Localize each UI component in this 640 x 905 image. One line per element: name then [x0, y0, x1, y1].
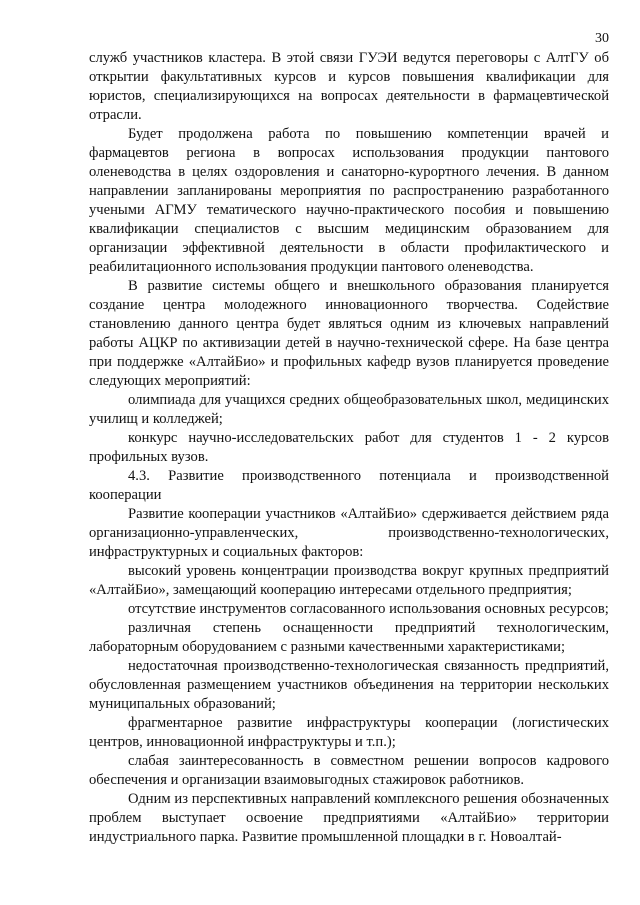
document-body [89, 49, 609, 847]
list-item-olympiad: олимпиада для учащихся средних общеобразовательных школ, медицинских училищ и колледжей; [89, 392, 609, 427]
section-heading: 4.3. Развитие производственного потенциала и производственной кооперации [89, 468, 609, 503]
list-item-no-tools: отсутствие инструментов согласованного использования основных ресурсов; [128, 601, 609, 617]
list-item-contest: конкурс научно-исследовательских работ для студентов 1 - 2 курсов профильных вузов. [89, 430, 609, 465]
paragraph-cooperation-factors: Развитие кооперации участников «АлтайБио» сдерживается действием ряда организационно-управленческих, производственно-технологических, инфраструктурных и социальных факторов: [89, 506, 609, 560]
list-item-connectivity: недостаточная производственно-технологическая связанность предприятий, обусловленная размещением участников объединения на территории нескольких муниципальных образований; [89, 658, 609, 712]
list-item-infrastructure: фрагментарное развитие инфраструктуры кооперации (логистических центров, инновационной инфраструктуры и т.п.); [89, 715, 609, 750]
page-number: 30 [595, 31, 609, 46]
paragraph-industrial-park: Одним из перспективных направлений комплексного решения обозначенных проблем выступает освоение предприятиями «АлтайБио» территории индустриального парка. Развитие промышленной площадки в г. Новоалтай- [89, 791, 609, 845]
list-item-equipment: различная степень оснащенности предприятий технологическим, лабораторным оборудованием с разными качественными характеристиками; [89, 620, 609, 655]
list-item-staffing: слабая заинтересованность в совместном решении вопросов кадрового обеспечения и организации взаимовыгодных стажировок работников. [89, 753, 609, 788]
paragraph-youth-center: В развитие системы общего и внешкольного образования планируется создание центра молодежного инновационного творчества. Содействие становлению данного центра будет являться одним из ключевых направлений работы АЦКР по активизации детей в научно-технической сфере. На базе центра при поддержке «АлтайБио» и профильных кафедр вузов планируется проведение следующих мероприятий: [89, 278, 609, 389]
paragraph-intro-continuation: служб участников кластера. В этой связи ГУЭИ ведутся переговоры с АлтГУ об открытии факультативных курсов и курсов повышения квалификации для юристов, специализирующихся на вопросах деятельности в фармацевтической отрасли. [89, 50, 609, 123]
paragraph-competence: Будет продолжена работа по повышению компетенции врачей и фармацевтов региона в вопросах использования продукции пантового оленеводства в целях оздоровления и санаторно-курортного лечения. В данном направлении запланированы мероприятия по распространению разработанного учеными АГМУ тематического научно-практического пособия и повышению квалификации специалистов с высшим медицинским образованием для организации эффективной деятельности в области профилактического и реабилитационного использования продукции пантового оленеводства. [89, 126, 609, 275]
list-item-concentration: высокий уровень концентрации производства вокруг крупных предприятий «АлтайБио», замещающий кооперацию интересами отдельного предприятия; [89, 563, 609, 598]
